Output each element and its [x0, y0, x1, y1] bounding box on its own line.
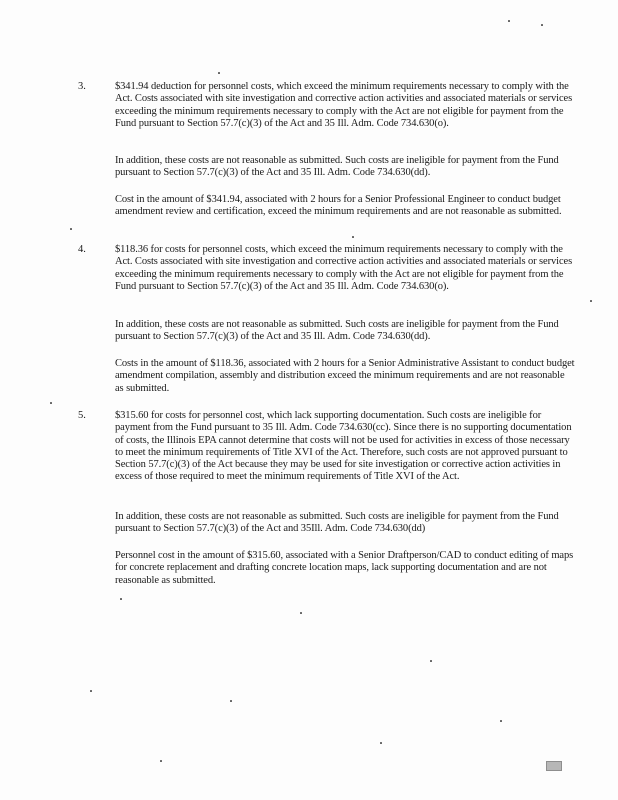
scan-speck	[380, 742, 382, 744]
scan-speck	[300, 612, 302, 614]
scan-speck	[230, 700, 232, 702]
item-paragraph: Costs in the amount of $118.36, associated with 2 hours for a Senior Administrative Assistant to conduct budget amendment compilation, assembly and distribution exceed the minimum requirements and are not reasonable as submitted.	[115, 358, 575, 394]
scan-speck	[500, 720, 502, 722]
scan-speck	[90, 690, 92, 692]
scan-speck	[160, 760, 162, 762]
scan-speck	[508, 20, 510, 22]
item-number: 4.	[78, 244, 86, 255]
page-stamp-mark	[546, 761, 562, 771]
scan-speck	[70, 228, 72, 230]
item-paragraph: Cost in the amount of $341.94, associated with 2 hours for a Senior Professional Engineer to conduct budget amendment review and certification, exceed the minimum requirements and are not reasonable as submitted.	[115, 194, 562, 218]
item-paragraph: In addition, these costs are not reasonable as submitted. Such costs are ineligible for payment from the Fund pursuant to Section 57.7(c)(3) of the Act and 35 Ill. Adm. Code 734.630(dd).	[115, 319, 559, 343]
scan-speck	[541, 24, 543, 26]
item-paragraph: $315.60 for costs for personnel cost, which lack supporting documentation. Such costs are ineligible for payment from the Fund pursuant to 35 Ill. Adm. Code 734.630(cc). Since there is no supporting documentation of costs, the Illinois EPA cannot determine that costs will not be used for activities in excess of those necessary to meet the minimum requirements of Title XVI of the Act. Therefore, such costs are not approved pursuant to Section 57.7(c)(3) of the Act because they may be used for site investigation or corrective action activities in excess of those required to meet the minimum requirements of Title XVI of the Act.	[115, 410, 572, 483]
scan-speck	[218, 72, 220, 74]
item-number: 5.	[78, 410, 86, 421]
item-paragraph: In addition, these costs are not reasonable as submitted. Such costs are ineligible for payment from the Fund pursuant to Section 57.7(c)(3) of the Act and 35 Ill. Adm. Code 734.630(dd).	[115, 155, 559, 179]
scan-speck	[590, 300, 592, 302]
item-paragraph: $341.94 deduction for personnel costs, which exceed the minimum requirements necessary to comply with the Act. Costs associated with site investigation and corrective action activities and associated materials or services exceeding the minimum requirements necessary to comply with the Act are not eligible for payment from the Fund pursuant to Section 57.7(c)(3) of the Act and 35 Ill. Adm. Code 734.630(o).	[115, 81, 573, 129]
scan-speck	[352, 236, 354, 238]
scan-speck	[50, 402, 52, 404]
item-paragraph: $118.36 for costs for personnel costs, which exceed the minimum requirements necessary to comply with the Act. Costs associated with site investigation and corrective action activities and associated materials or services exceeding the minimum requirements necessary to comply with the Act are not eligible for payment from the Fund pursuant to Section 57.7(c)(3) of the Act and 35 Ill. Adm. Code 734.630(o).	[115, 244, 573, 292]
item-number: 3.	[78, 81, 86, 92]
item-paragraph: Personnel cost in the amount of $315.60, associated with a Senior Draftperson/CAD to conduct editing of maps for concrete replacement and drafting concrete location maps, lack supporting documentation and are not reasonable as submitted.	[115, 550, 574, 586]
item-paragraph: In addition, these costs are not reasonable as submitted. Such costs are ineligible for payment from the Fund pursuant to Section 57.7(c)(3) of the Act and 35Ill. Adm. Code 734.630(dd)	[115, 511, 559, 535]
scan-speck	[430, 660, 432, 662]
scan-speck	[120, 598, 122, 600]
